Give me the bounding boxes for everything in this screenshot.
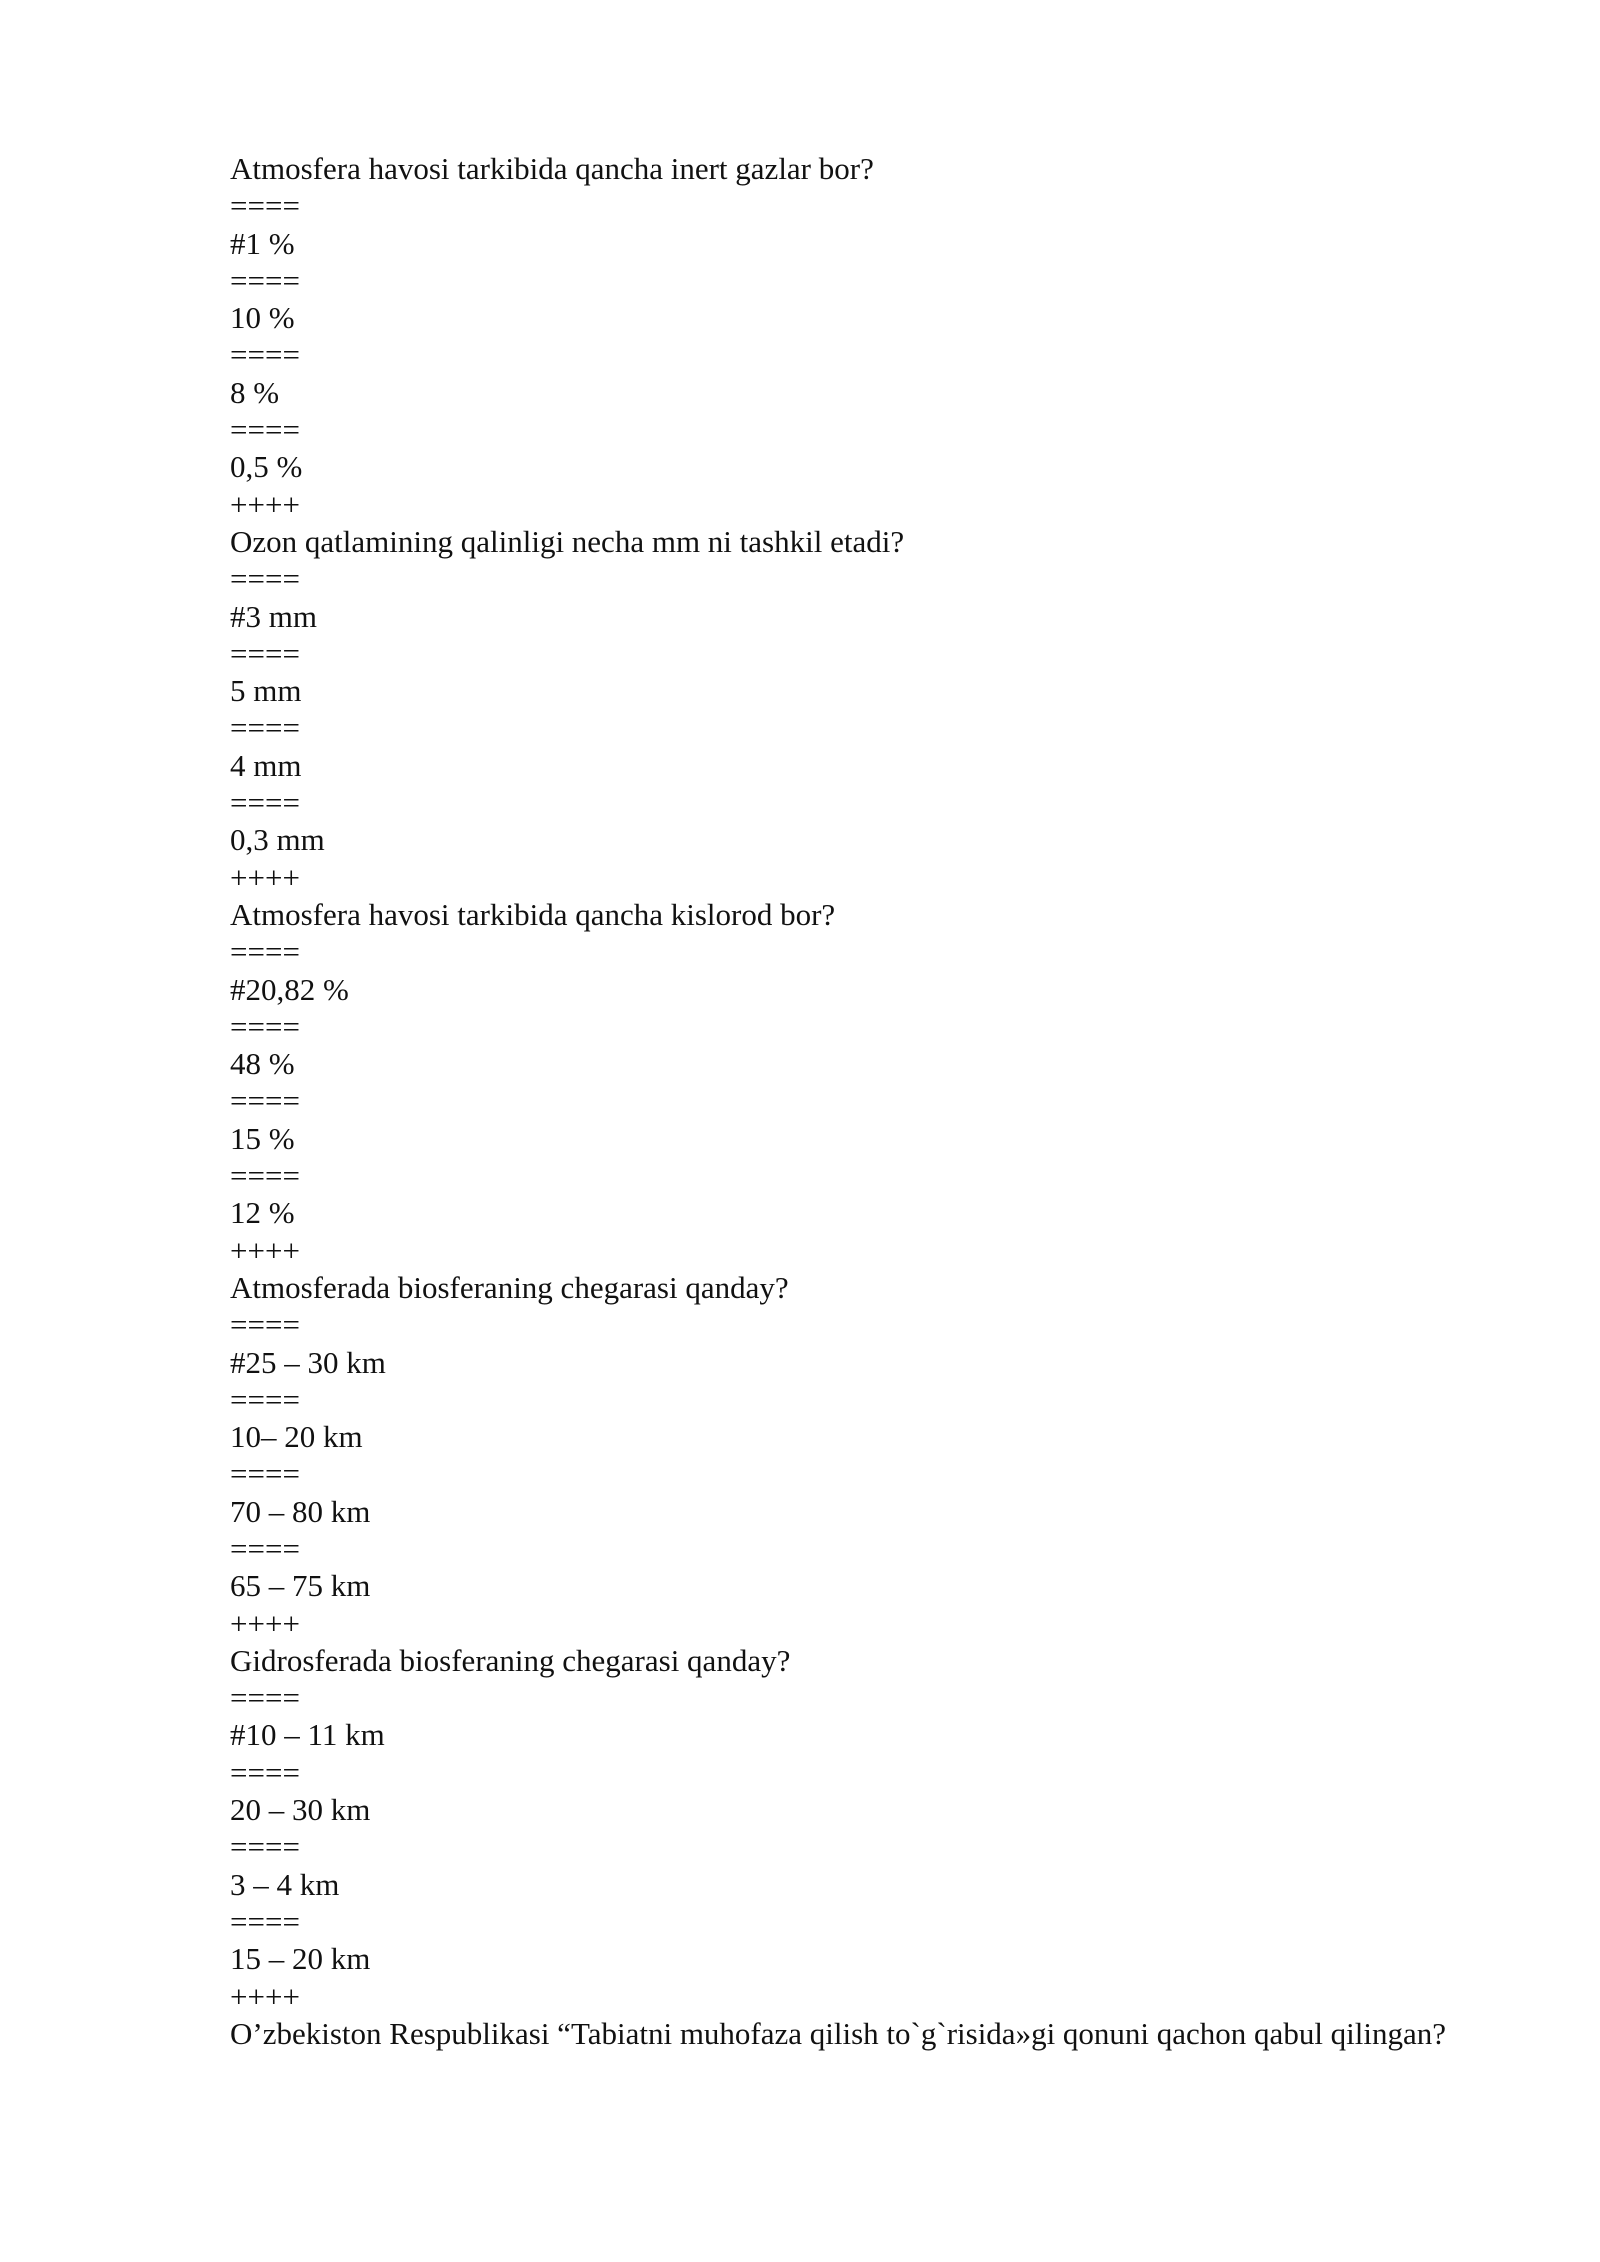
question-text: Atmosfera havosi tarkibida qancha kislorod bor? <box>230 896 836 932</box>
answer-separator: ==== <box>230 1903 300 1939</box>
answer-separator: ==== <box>230 412 300 448</box>
answer-separator: ==== <box>230 1456 300 1492</box>
question-text: Atmosfera havosi tarkibida qancha inert gazlar bor? <box>230 151 874 186</box>
answer-option: 0,3 mm <box>230 822 325 858</box>
answer-separator: ==== <box>230 710 300 746</box>
answer-separator: ==== <box>230 337 300 373</box>
question-text: Gidrosferada biosferaning chegarasi qanday? <box>230 1642 791 1678</box>
answer-separator: ==== <box>230 1158 300 1194</box>
correct-answer: #1 % <box>230 225 295 261</box>
answer-option: 10 % <box>230 300 295 336</box>
question-text: Ozon qatlamining qalinligi necha mm ni tashkil etadi? <box>230 523 905 559</box>
answer-separator: ==== <box>230 1008 300 1044</box>
answer-option: 12 % <box>230 1195 295 1231</box>
answer-option: 8 % <box>230 374 280 410</box>
block-separator: ++++ <box>230 859 300 895</box>
block-separator: ++++ <box>230 1232 300 1268</box>
block-separator: ++++ <box>230 486 300 522</box>
answer-option: 65 – 75 km <box>230 1568 371 1604</box>
answer-separator: ==== <box>230 1829 300 1865</box>
answer-separator: ==== <box>230 1530 300 1566</box>
answer-separator: ==== <box>230 1307 300 1343</box>
answer-separator: ==== <box>230 1680 300 1716</box>
answer-separator: ==== <box>230 1381 300 1417</box>
answer-option: 48 % <box>230 1046 295 1082</box>
answer-option: 70 – 80 km <box>230 1493 371 1529</box>
answer-option: 10– 20 km <box>230 1419 363 1455</box>
answer-separator: ==== <box>230 785 300 821</box>
answer-option: 0,5 % <box>230 449 303 485</box>
answer-separator: ==== <box>230 561 300 597</box>
answer-option: 15 – 20 km <box>230 1941 371 1977</box>
answer-separator: ==== <box>230 635 300 671</box>
correct-answer: #25 – 30 km <box>230 1344 386 1380</box>
answer-separator: ==== <box>230 934 300 970</box>
question-list <box>230 150 1492 2015</box>
answer-option: 3 – 4 km <box>230 1866 340 1902</box>
document-page <box>230 150 1492 2052</box>
correct-answer: #10 – 11 km <box>230 1717 385 1753</box>
answer-separator: ==== <box>230 1083 300 1119</box>
block-separator: ++++ <box>230 1605 300 1641</box>
answer-separator: ==== <box>230 1754 300 1790</box>
correct-answer: #3 mm <box>230 598 317 634</box>
question-text: O’zbekiston Respublikasi “Tabiatni muhofaza qilish to`g`risida»gi qonuni qachon qabul qilingan? <box>230 2015 1447 2051</box>
question-text: Atmosferada biosferaning chegarasi qanday? <box>230 1269 789 1305</box>
block-separator: ++++ <box>230 1978 300 2014</box>
answer-option: 5 mm <box>230 673 302 709</box>
correct-answer: #20,82 % <box>230 971 349 1007</box>
answer-option: 15 % <box>230 1120 295 1156</box>
answer-separator: ==== <box>230 262 300 298</box>
answer-option: 4 mm <box>230 747 302 783</box>
answer-option: 20 – 30 km <box>230 1792 371 1828</box>
answer-separator: ==== <box>230 188 300 224</box>
